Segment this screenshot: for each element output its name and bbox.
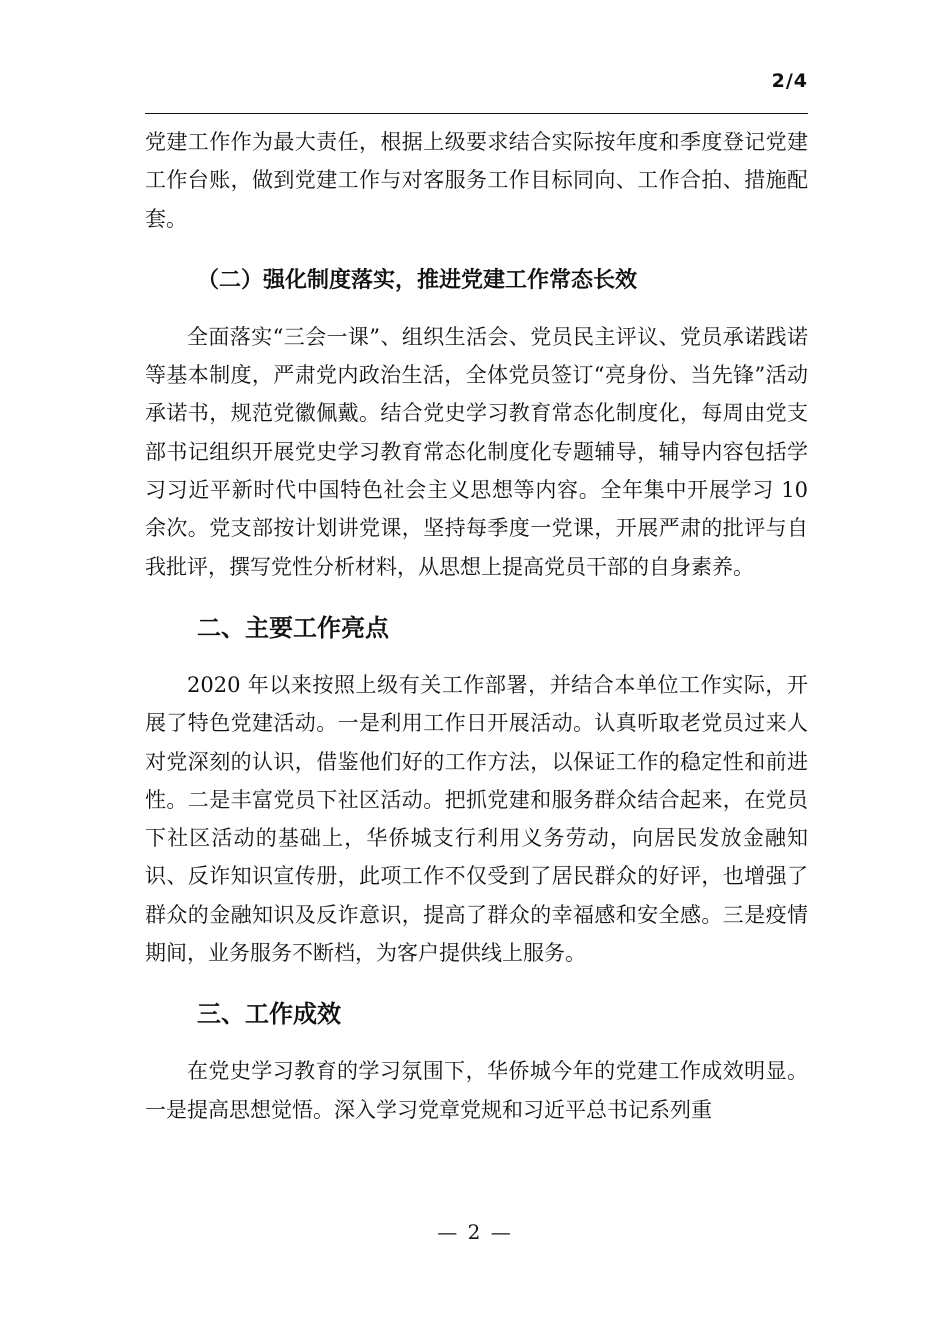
paragraph-highlights: 2020 年以来按照上级有关工作部署，并结合本单位工作实际，开展了特色党建活动。一是利用工作日开展活动。认真听取老党员过来人对党深刻的认识，借鉴他们好的工作方法，以保证工作的稳定性和前进性。二是丰富党员下社区活动。把抓党建和服务群众结合起来，在党员下社区活动的基础上，华侨城支行利用义务劳动，向居民发放金融知识、反诈知识宣传册，此项工作不仅受到了居民群众的好评，也增强了群众的金融知识及反诈意识，提高了群众的幸福感和安全感。三是疫情期间，业务服务不断档，为客户提供线上服务。 [145, 672, 808, 966]
paragraph-continued: 党建工作作为最大责任，根据上级要求结合实际按年度和季度登记党建工作台账，做到党建工作与对客服务工作目标同向、工作合拍、措施配套。 [145, 130, 808, 231]
page-number-footer: — 2 — [437, 1220, 513, 1244]
section-heading-results: 三、工作成效 [197, 1000, 341, 1029]
paragraph-results: 在党史学习教育的学习氛围下，华侨城今年的党建工作成效明显。一是提高思想觉悟。深入学习党章党规和习近平总书记系列重 [145, 1059, 808, 1122]
page-indicator: 2/4 [771, 70, 808, 92]
document-body [145, 123, 808, 1129]
paragraph-institution: 全面落实“三会一课”、组织生活会、党员民主评议、党员承诺践诺等基本制度，严肃党内政治生活，全体党员签订“亮身份、当先锋”活动承诺书，规范党徽佩戴。结合党史学习教育常态化制度化，每周由党支部书记组织开展党史学习教育常态化制度化专题辅导，辅导内容包括学习习近平新时代中国特色社会主义思想等内容。全年集中开展学习 10 余次。党支部按计划讲党课，坚持每季度一党课，开展严肃的批评与自我批评，撰写党性分析材料，从思想上提高党员干部的自身素养。 [145, 324, 808, 579]
header-divider [145, 113, 808, 114]
section-heading-highlights: 二、主要工作亮点 [197, 613, 389, 642]
subheading-institution: （二）强化制度落实，推进党建工作常态长效 [197, 267, 638, 293]
